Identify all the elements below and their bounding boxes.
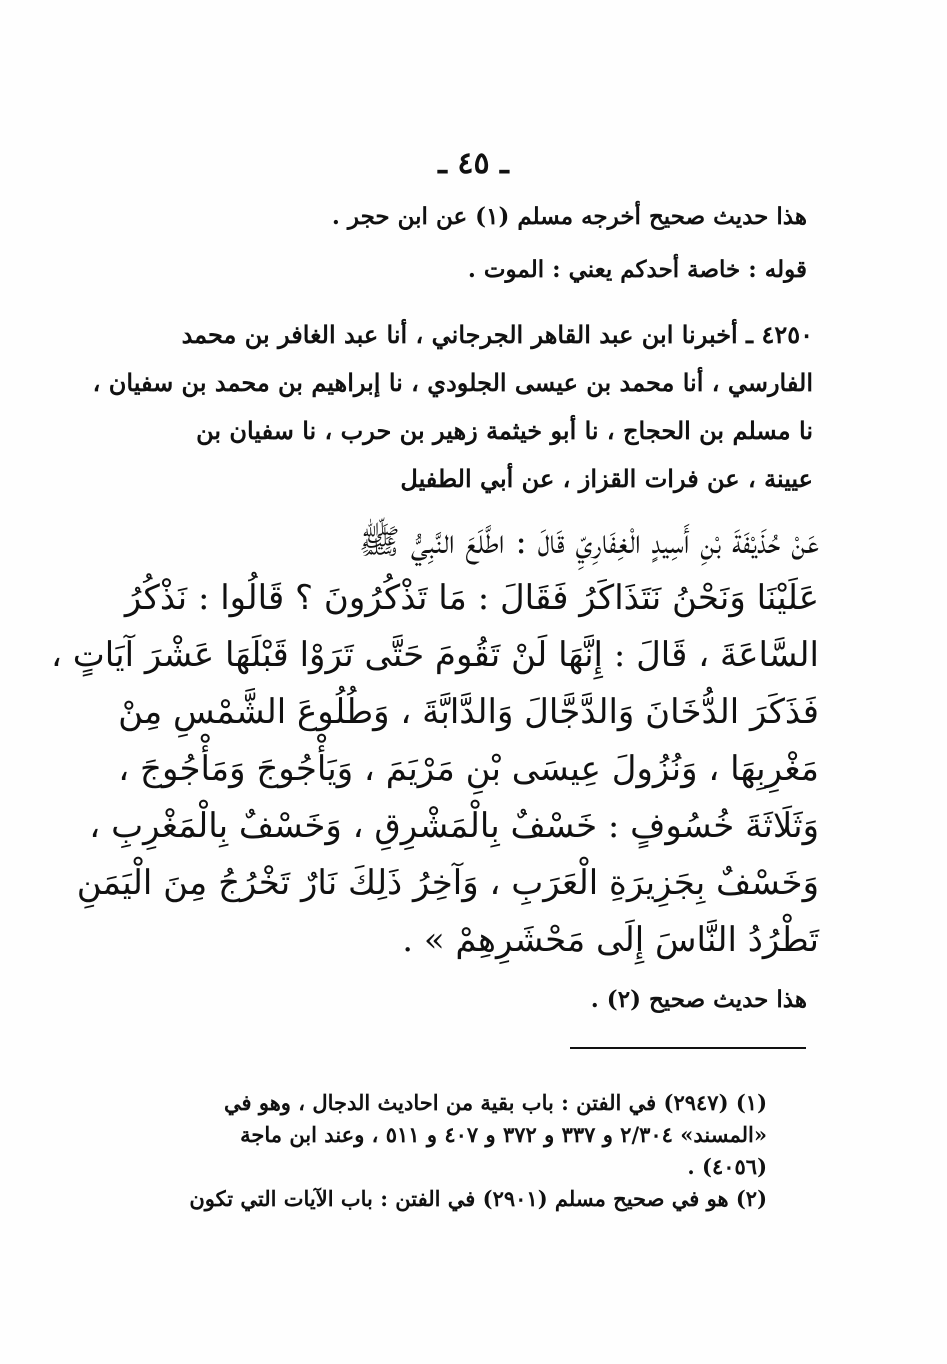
hadith-line-1: عَنْ حُذَيْفَةَ بْنِ أَسِيدٍ الْغِفَارِيِّ قَالَ : اطَّلَعَ النَّبِيُّ ﷺ [358, 522, 819, 562]
intro-line-2: قوله : خاصة أحدكم يعني : الموت . [467, 256, 807, 283]
isnad-line-2: الفارسي ، أنا محمد بن عيسى الجلودي ، نا إبراهيم بن محمد بن سفيان ، [92, 368, 813, 397]
isnad-line-3: نا مسلم بن الحجاج ، نا أبو خيثمة زهير بن حرب ، نا سفيان بن [196, 416, 813, 445]
footnote-1-line-2: «المسند» ٢/٣٠٤ و ٣٣٧ و ٣٧٢ و ٤٠٧ و ٥١١ ، وعند ابن ماجة [240, 1122, 767, 1147]
footnote-1-line-3: (٤٠٥٦) . [687, 1154, 767, 1179]
hadith-line-8: تَطْرُدُ النَّاسَ إِلَى مَحْشَرِهِمْ » . [402, 920, 819, 960]
footnote-2-line-1: (٢) هو في صحيح مسلم (٢٩٠١) في الفتن : باب الآيات التي تكون [189, 1186, 767, 1211]
intro-line-1: هذا حديث صحيح أخرجه مسلم (١) عن ابن حجر . [331, 203, 807, 230]
isnad-line-4: عيينة ، عن فرات القزاز ، عن أبي الطفيل [400, 464, 813, 493]
hadith-line-7: وَخَسْفٌ بِجَزِيرَةِ الْعَرَبِ ، وَآخِرُ ذَلِكَ نَارٌ تَخْرُجُ مِنَ الْيَمَنِ [76, 863, 819, 903]
hadith-line-6: وَثَلَاثَةَ خُسُوفٍ : خَسْفٌ بِالْمَشْرِقِ ، وَخَسْفٌ بِالْمَغْرِبِ ، [89, 806, 819, 846]
hadith-line-2: عَلَيْنَا وَنَحْنُ نَتَذَاكَرُ فَقَالَ : مَا تَذْكُرُونَ ؟ قَالُوا : نَذْكُرُ [124, 578, 819, 618]
hadith-line-3: السَّاعَةَ ، قَالَ : إِنَّهَا لَنْ تَقُومَ حَتَّى تَرَوْا قَبْلَهَا عَشْرَ آيَاتٍ ، [50, 635, 819, 675]
isnad-line-1: ٤٢٥٠ ـ أخبرنا ابن عبد القاهر الجرجاني ، أنا عبد الغافر بن محمد [181, 320, 813, 349]
footnote-separator [570, 1047, 806, 1049]
hadith-line-4: فَذَكَرَ الدُّخَانَ وَالدَّجَّالَ وَالدَّابَّةَ ، وَطُلُوعَ الشَّمْسِ مِنْ [118, 692, 819, 732]
page-number: ـ ٤٥ ـ [438, 146, 509, 181]
closing-note: هذا حديث صحيح (٢) . [590, 986, 807, 1013]
footnote-1-line-1: (١) (٢٩٤٧) في الفتن : باب بقية من احاديث الدجال ، وهو في [224, 1090, 767, 1115]
hadith-line-5: مَغْرِبِهَا ، وَنُزُولَ عِيسَى بْنِ مَرْيَمَ ، وَيَأْجُوجَ وَمَأْجُوجَ ، [118, 749, 819, 789]
